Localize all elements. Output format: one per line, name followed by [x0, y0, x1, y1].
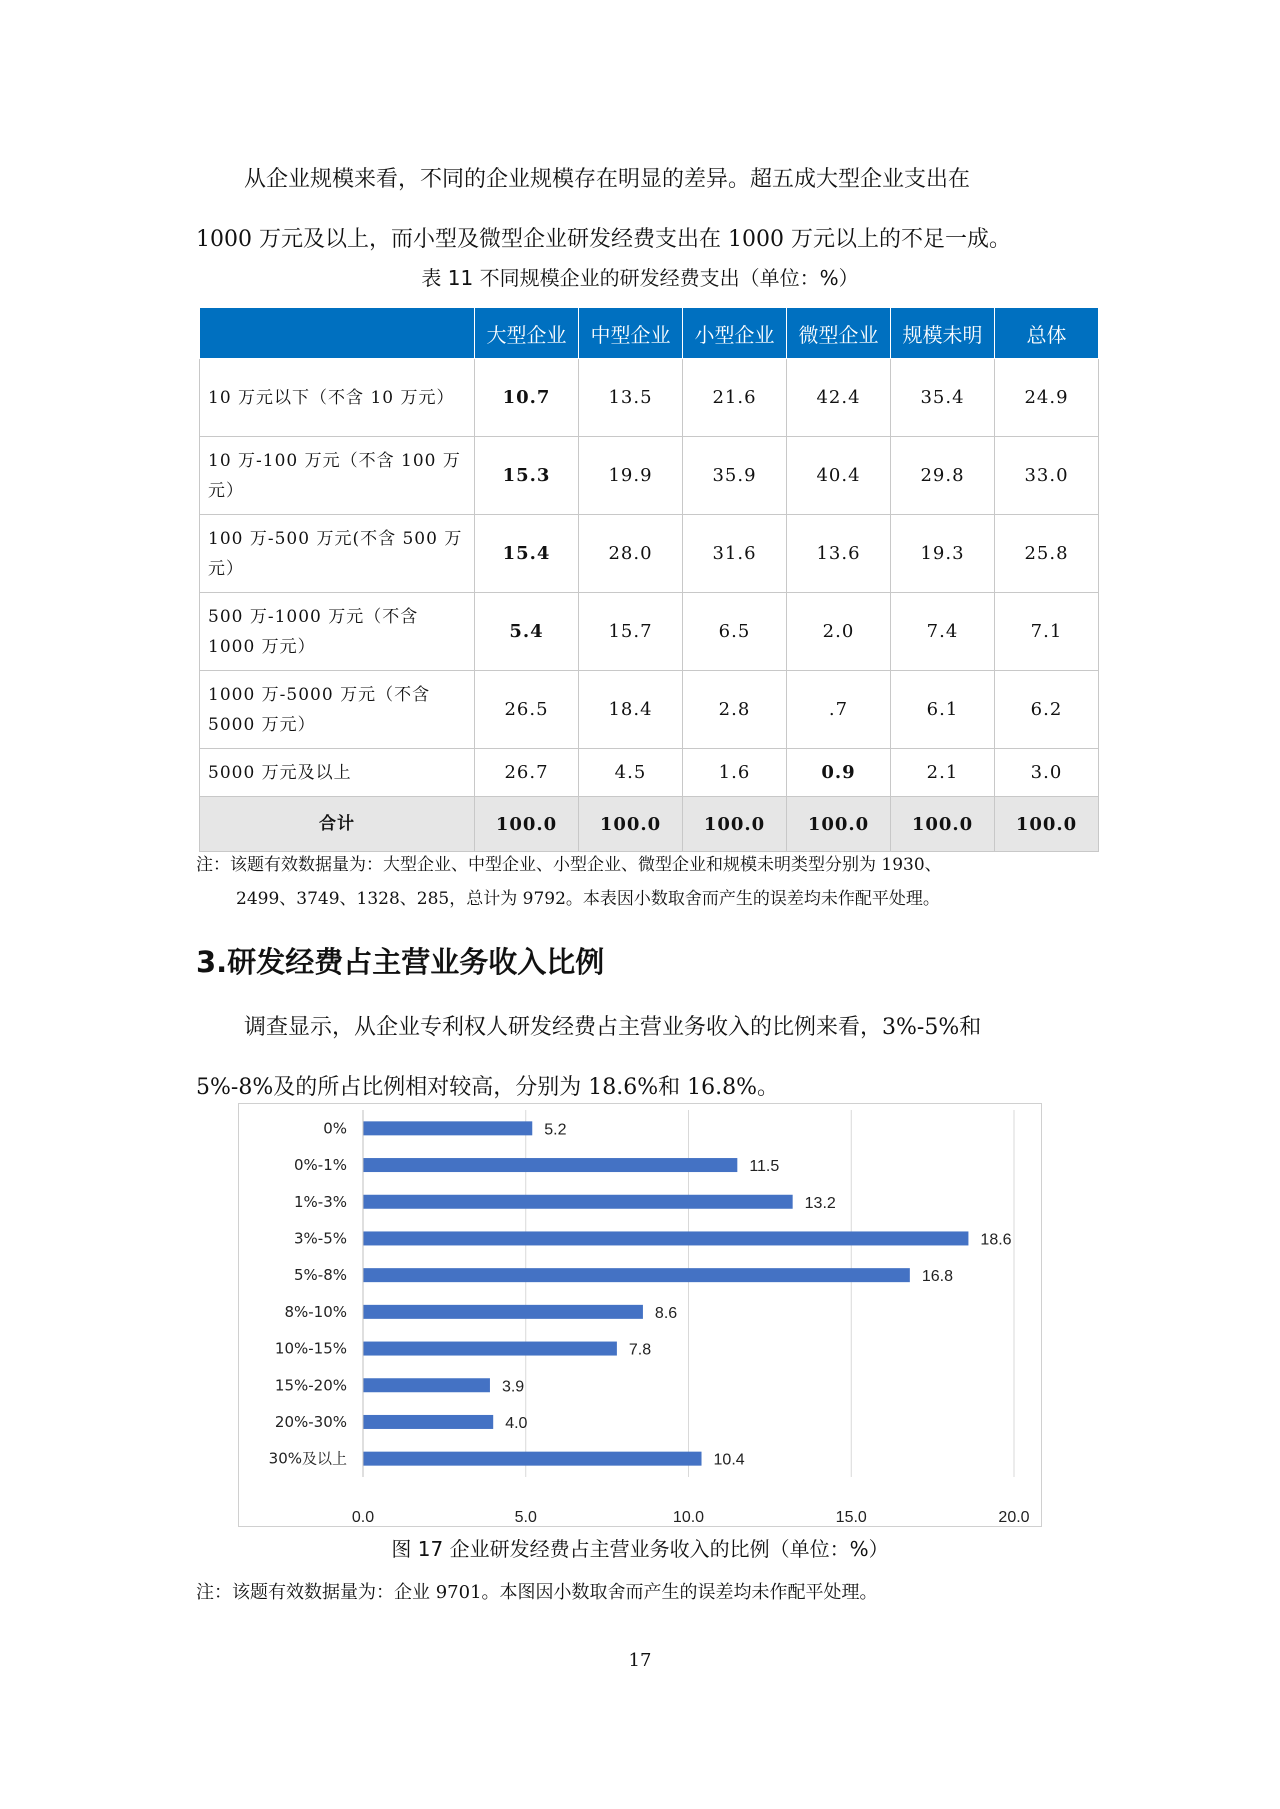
- table-header-cell: 总体: [995, 308, 1099, 359]
- table-cell: 2.1: [891, 749, 995, 797]
- table-cell: 2.8: [683, 671, 787, 749]
- survey-line-2: 5%-8%及的所占比例相对较高，分别为 18.6%和 16.8%。: [196, 1075, 780, 1100]
- table-header-cell: 中型企业: [579, 308, 683, 359]
- page-number: 17: [628, 1650, 652, 1671]
- bar: [363, 1158, 737, 1172]
- intro-paragraph: [196, 150, 1096, 270]
- table-cell: 7.1: [995, 593, 1099, 671]
- category-label: 10%-15%: [274, 1339, 347, 1358]
- table-cell: 7.4: [891, 593, 995, 671]
- row-label: 1000 万-5000 万元（不含 5000 万元）: [200, 671, 475, 749]
- chart-note: 注：该题有效数据量为：企业 9701。本图因小数取舍而产生的误差均未作配平处理。: [196, 1582, 878, 1603]
- value-label: 3.9: [501, 1378, 525, 1396]
- table-cell: 26.7: [475, 749, 579, 797]
- table-cell: 6.1: [891, 671, 995, 749]
- table-header-row: [200, 308, 1099, 359]
- total-label: 合计: [200, 797, 475, 852]
- table-row: [200, 437, 1099, 515]
- table-header-cell: 小型企业: [683, 308, 787, 359]
- row-label: 100 万-500 万元(不含 500 万元）: [200, 515, 475, 593]
- table-cell: 18.4: [579, 671, 683, 749]
- bar: [363, 1268, 910, 1282]
- category-label: 3%-5%: [293, 1229, 347, 1248]
- category-label: 0%: [323, 1119, 347, 1138]
- table-cell: 6.5: [683, 593, 787, 671]
- table-cell: 100.0: [579, 797, 683, 852]
- ratio-bar-chart: [238, 1103, 1042, 1527]
- intro-line-2: 1000 万元及以上，而小型及微型企业研发经费支出在 1000 万元以上的不足一成。: [196, 227, 1011, 252]
- table-cell: 0.9: [787, 749, 891, 797]
- bar: [363, 1342, 617, 1356]
- survey-line-1: 调查显示，从企业专利权人研发经费占主营业务收入的比例来看，3%-5%和: [244, 1015, 982, 1040]
- table-cell: 100.0: [995, 797, 1099, 852]
- chart-caption: 图 17 企业研发经费占主营业务收入的比例（单位：%）: [391, 1537, 889, 1561]
- table-total-row: [200, 797, 1099, 852]
- x-tick-label: 15.0: [835, 1509, 867, 1526]
- category-label: 0%-1%: [293, 1156, 347, 1175]
- table-cell: 15.3: [475, 437, 579, 515]
- table-cell: 100.0: [787, 797, 891, 852]
- bar: [363, 1121, 532, 1135]
- value-label: 4.0: [505, 1414, 528, 1432]
- value-label: 7.8: [628, 1341, 652, 1359]
- table-row: [200, 359, 1099, 437]
- table-cell: 100.0: [475, 797, 579, 852]
- table-cell: 26.5: [475, 671, 579, 749]
- chart-canvas: [239, 1104, 1041, 1526]
- x-tick-label: 5.0: [514, 1509, 537, 1526]
- table-cell: 33.0: [995, 437, 1099, 515]
- value-label: 13.2: [804, 1194, 836, 1212]
- bar: [363, 1195, 793, 1209]
- table-cell: 3.0: [995, 749, 1099, 797]
- bar: [363, 1452, 702, 1466]
- table-cell: 1.6: [683, 749, 787, 797]
- table-cell: 28.0: [579, 515, 683, 593]
- table-note: [196, 848, 1096, 916]
- x-tick-label: 20.0: [998, 1509, 1030, 1526]
- table-cell: 35.9: [683, 437, 787, 515]
- table-cell: 29.8: [891, 437, 995, 515]
- category-label: 15%-20%: [274, 1376, 347, 1395]
- bar: [363, 1231, 968, 1245]
- row-label: 10 万元以下（不含 10 万元）: [200, 359, 475, 437]
- table-row: [200, 749, 1099, 797]
- table-cell: 15.7: [579, 593, 683, 671]
- category-label: 30%及以上: [268, 1449, 347, 1468]
- table-cell: 25.8: [995, 515, 1099, 593]
- intro-line-1: 从企业规模来看，不同的企业规模存在明显的差异。超五成大型企业支出在: [244, 167, 971, 192]
- table-cell: 31.6: [683, 515, 787, 593]
- table-cell: 5.4: [475, 593, 579, 671]
- table-header-cell: 规模未明: [891, 308, 995, 359]
- bar: [363, 1305, 643, 1319]
- row-label: 500 万-1000 万元（不含 1000 万元）: [200, 593, 475, 671]
- bar: [363, 1378, 490, 1392]
- table-cell: 2.0: [787, 593, 891, 671]
- table-header-cell: 微型企业: [787, 308, 891, 359]
- category-label: 8%-10%: [284, 1302, 347, 1321]
- value-label: 10.4: [713, 1451, 745, 1469]
- section-heading: 3.研发经费占主营业务收入比例: [196, 945, 605, 979]
- table-cell: 13.5: [579, 359, 683, 437]
- table-cell: 10.7: [475, 359, 579, 437]
- value-label: 18.6: [980, 1231, 1012, 1249]
- bar: [363, 1415, 493, 1429]
- category-label: 20%-30%: [274, 1412, 347, 1431]
- table-cell: 100.0: [891, 797, 995, 852]
- survey-paragraph: [196, 998, 1096, 1118]
- table-header-cell: 大型企业: [475, 308, 579, 359]
- category-label: 1%-3%: [293, 1192, 347, 1211]
- table-cell: 100.0: [683, 797, 787, 852]
- value-label: 8.6: [654, 1304, 678, 1322]
- table-cell: 35.4: [891, 359, 995, 437]
- table-cell: 19.3: [891, 515, 995, 593]
- value-label: 16.8: [921, 1268, 953, 1286]
- table-note-line-2: 2499、3749、1328、285，总计为 9792。本表因小数取舍而产生的误差均未作配平处理。: [236, 889, 940, 909]
- table-cell: 6.2: [995, 671, 1099, 749]
- row-label: 5000 万元及以上: [200, 749, 475, 797]
- table-note-line-1: 注：该题有效数据量为：大型企业、中型企业、小型企业、微型企业和规模未明类型分别为 1930、: [196, 855, 942, 875]
- table-cell: 42.4: [787, 359, 891, 437]
- x-tick-label: 0.0: [351, 1509, 375, 1526]
- row-label: 10 万-100 万元（不含 100 万元）: [200, 437, 475, 515]
- table-row: [200, 593, 1099, 671]
- value-label: 11.5: [749, 1158, 780, 1176]
- table-cell: 13.6: [787, 515, 891, 593]
- table-cell: 24.9: [995, 359, 1099, 437]
- table-header-corner: [200, 308, 475, 359]
- table-cell: 4.5: [579, 749, 683, 797]
- table-cell: .7: [787, 671, 891, 749]
- table-cell: 40.4: [787, 437, 891, 515]
- table-row: [200, 671, 1099, 749]
- expenditure-table: [199, 307, 1099, 852]
- x-tick-label: 10.0: [672, 1509, 705, 1526]
- table-cell: 15.4: [475, 515, 579, 593]
- table-cell: 19.9: [579, 437, 683, 515]
- table-cell: 21.6: [683, 359, 787, 437]
- table-row: [200, 515, 1099, 593]
- table-caption: 表 11 不同规模企业的研发经费支出（单位：%）: [421, 266, 859, 290]
- value-label: 5.2: [544, 1121, 567, 1139]
- category-label: 5%-8%: [293, 1266, 347, 1285]
